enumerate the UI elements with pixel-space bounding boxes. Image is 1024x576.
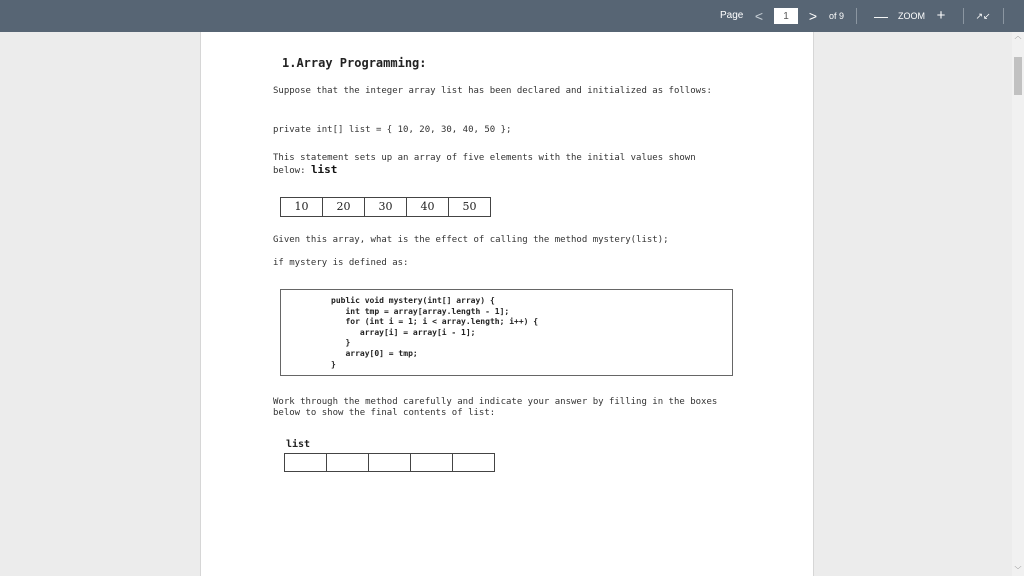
statement-list-label: list — [310, 163, 338, 176]
array-declaration: private int[] list = { 10, 20, 30, 40, 50 }; — [273, 125, 512, 135]
array-cell: 10 — [280, 197, 323, 217]
page-number-input[interactable] — [774, 8, 798, 24]
code-block — [280, 289, 733, 376]
toolbar-divider — [1003, 8, 1004, 24]
toolbar-divider — [856, 8, 857, 24]
statement-text — [273, 153, 723, 177]
next-page-button[interactable]: > — [808, 8, 818, 24]
zoom-out-button[interactable]: — — [874, 8, 888, 24]
collapse-icon[interactable]: ↗↙ — [975, 11, 991, 21]
previous-page-button[interactable]: < — [754, 8, 764, 24]
document-viewer — [0, 32, 1024, 576]
question-text: Given this array, what is the effect of calling the method mystery(list); — [273, 235, 669, 245]
scroll-up-icon[interactable]: ︿ — [1014, 33, 1022, 40]
page-label: Page — [720, 10, 744, 21]
initial-array-boxes — [281, 197, 491, 217]
viewer-toolbar — [0, 0, 1024, 32]
toolbar-divider — [963, 8, 964, 24]
vertical-scrollbar[interactable] — [1012, 32, 1024, 576]
intro-text: Suppose that the integer array list has been declared and initialized as follows: — [273, 86, 712, 96]
array-cell: 20 — [322, 197, 365, 217]
answer-box[interactable] — [284, 453, 327, 472]
zoom-label: ZOOM — [898, 11, 925, 21]
answer-boxes — [285, 453, 495, 472]
zoom-in-button[interactable]: + — [936, 7, 946, 24]
total-pages-label: of 9 — [829, 11, 845, 21]
defined-as-text: if mystery is defined as: — [273, 258, 409, 268]
array-cell: 50 — [448, 197, 491, 217]
statement-body: This statement sets up an array of five elements with the initial values shown below: — [273, 153, 696, 176]
mystery-method-code: public void mystery(int[] array) { int tmp = array[array.length - 1]; for (int i = 1; i < array.length; i++) { array[i] = array[i - 1]; } array[0] = tmp; } — [331, 296, 539, 369]
answer-box[interactable] — [410, 453, 453, 472]
answer-box[interactable] — [452, 453, 495, 472]
document-page — [200, 32, 814, 576]
answer-list-label: list — [286, 439, 311, 450]
answer-box[interactable] — [368, 453, 411, 472]
answer-box[interactable] — [326, 453, 369, 472]
instructions-text: Work through the method carefully and indicate your answer by filling in the boxes below to show the final contents of list: — [273, 397, 718, 418]
question-heading: 1.Array Programming: — [282, 56, 427, 70]
scroll-down-icon[interactable]: ﹀ — [1014, 567, 1022, 574]
array-cell: 30 — [364, 197, 407, 217]
scrollbar-thumb[interactable] — [1014, 57, 1022, 95]
array-cell: 40 — [406, 197, 449, 217]
